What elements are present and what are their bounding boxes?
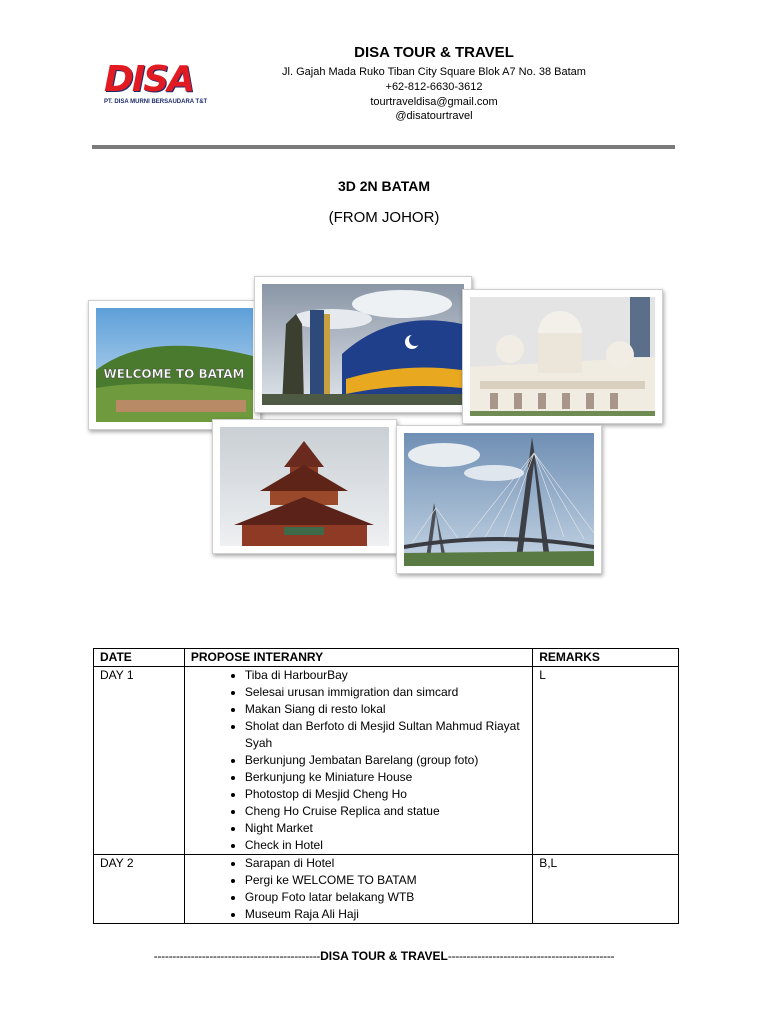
company-phone: +62-812-6630-3612 — [385, 81, 483, 93]
package-subtitle: (FROM JOHOR) — [328, 209, 440, 226]
package-title: 3D 2N BATAM — [337, 178, 431, 194]
itinerary-table — [93, 648, 679, 924]
list-item: • Makan Siang di resto lokal — [245, 701, 526, 718]
list-item: • Museum Raja Ali Haji — [245, 906, 526, 923]
list-item: • Selesai urusan immigration dan simcard — [245, 684, 526, 701]
photo-monument-mosque — [254, 276, 472, 413]
header-date: DATE — [94, 649, 185, 667]
list-item: • Check in Hotel — [245, 837, 526, 854]
footer-dashes-right: --------------------------------------------- — [447, 949, 615, 963]
cell-itinerary — [184, 855, 532, 924]
list-item: • Night Market — [245, 820, 526, 837]
list-item: • Tiba di HarbourBay — [245, 667, 526, 684]
company-address: Jl. Gajah Mada Ruko Tiban City Square Blok A7 No. 38 Batam — [282, 66, 586, 78]
footer — [0, 949, 768, 963]
company-social: @disatourtravel — [395, 110, 473, 122]
company-name: DISA TOUR & TRAVEL — [354, 44, 514, 61]
photo-welcome-to-batam — [88, 300, 261, 430]
table-header-row — [94, 649, 679, 667]
list-item: • Cheng Ho Cruise Replica and statue — [245, 803, 526, 820]
list-item: • Pergi ke WELCOME TO BATAM — [245, 872, 526, 889]
table-row — [94, 667, 679, 855]
photo-grand-mosque — [462, 289, 663, 424]
itinerary-list — [191, 855, 526, 923]
footer-dashes-left: --------------------------------------------- — [153, 949, 321, 963]
list-item: • Sholat dan Berfoto di Mesjid Sultan Mahmud Riayat Syah — [245, 718, 526, 752]
table-row — [94, 855, 679, 924]
list-item: • Photostop di Mesjid Cheng Ho — [245, 786, 526, 803]
cell-remarks: B,L — [533, 855, 679, 924]
list-item: • Berkunjung ke Miniature House — [245, 769, 526, 786]
photo-cheng-ho-mosque — [212, 419, 397, 554]
list-item: • Group Foto latar belakang WTB — [245, 889, 526, 906]
photo-barelang-bridge — [396, 425, 602, 574]
cell-date: DAY 1 — [94, 667, 185, 855]
cell-remarks: L — [533, 667, 679, 855]
header-itinerary: PROPOSE INTERANRY — [184, 649, 532, 667]
list-item: • Sarapan di Hotel — [245, 855, 526, 872]
company-email: tourtraveldisa@gmail.com — [370, 96, 498, 108]
cell-date: DAY 2 — [94, 855, 185, 924]
footer-company: DISA TOUR & TRAVEL — [320, 949, 448, 963]
logo-mark: DISA — [104, 59, 194, 100]
logo-tagline: PT. DISA MURNI BERSAUDARA T&T — [104, 99, 208, 105]
header-remarks: REMARKS — [533, 649, 679, 667]
list-item: • Berkunjung Jembatan Barelang (group foto) — [245, 752, 526, 769]
welcome-sign-text: WELCOME TO BATAM — [103, 367, 245, 381]
header-divider — [92, 145, 675, 149]
cell-itinerary — [184, 667, 532, 855]
itinerary-list — [191, 667, 526, 854]
company-logo — [104, 59, 208, 108]
